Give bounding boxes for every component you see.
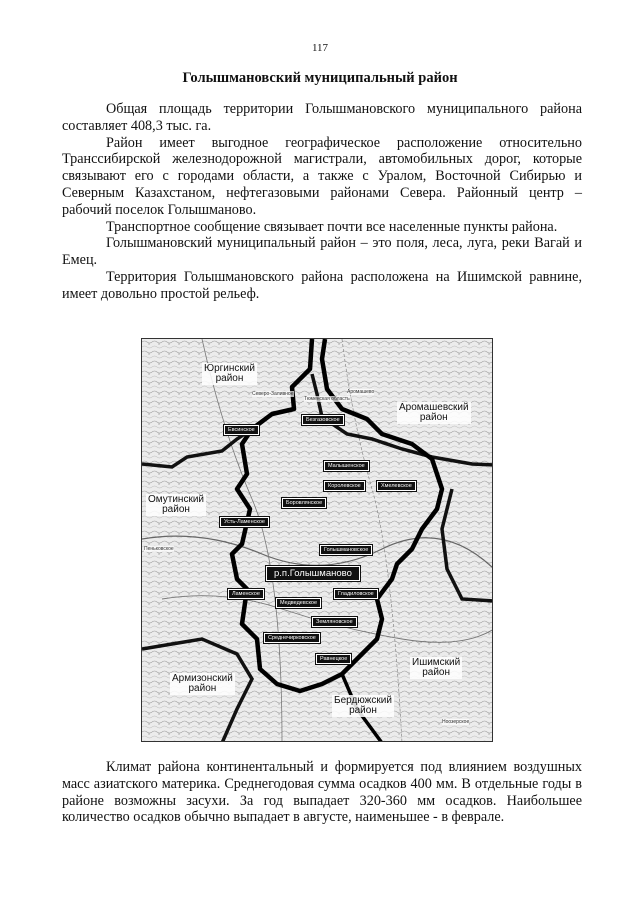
settlement-label: Земляновское bbox=[312, 617, 357, 627]
settlement-label: Безгазовское bbox=[302, 415, 344, 425]
settlement-label: Королевское bbox=[324, 481, 365, 491]
settlement-label: Среднечирковское bbox=[264, 633, 320, 643]
paragraph: Территория Голышмановского района расположена на Ишимской равнине, имеет довольно простой рельеф. bbox=[62, 268, 582, 302]
settlement-label: Ламенское bbox=[228, 589, 264, 599]
map-small-label: Аромашево bbox=[347, 389, 375, 395]
region-label-yurginsky: Юргинский район bbox=[204, 363, 255, 384]
district-map bbox=[141, 338, 493, 742]
settlement-label: Равнецкое bbox=[316, 654, 351, 664]
region-label-omutinsky: Омутинский район bbox=[148, 494, 205, 515]
intro-text bbox=[62, 101, 582, 303]
settlement-label: Малышенское bbox=[324, 461, 369, 471]
page-number: 117 bbox=[311, 42, 329, 54]
paragraph: Общая площадь территории Голышмановского муниципального района составляет 408,3 тыс. га. bbox=[62, 101, 582, 134]
paragraph: Климат района континентальный и формируется под влиянием воздушных масс азиатского материка. Среднегодовая сумма осадков 400 мм. В отдельные годы в районе возможны засухи. За год выпадает 320-360 мм осадков. Наибольшее количество осадков обычно выпадает в августе, наименьшее - в феврале. bbox=[62, 759, 582, 826]
map-small-label: Северо-Заливное bbox=[252, 391, 294, 397]
settlement-label: Голышмановское bbox=[320, 545, 372, 555]
paragraph: Транспортное сообщение связывает почти все населенные пункты района. bbox=[106, 218, 558, 235]
settlement-label: Гладиловское bbox=[334, 589, 378, 599]
region-label-aromashevsky: Аромашевский район bbox=[399, 402, 469, 423]
map-small-label: Пеньковское bbox=[144, 546, 174, 552]
settlement-label: Боровлянское bbox=[282, 498, 326, 508]
settlement-label: Медведевское bbox=[276, 598, 321, 608]
map-small-label: Тюменская область bbox=[304, 396, 350, 402]
paragraph: Район имеет выгодное географическое расположение относительно Транссибирской железнодорожной магистрали, автомобильных дорог, которые связывают его с городами области, а также с Уралом, Восточной Сибирью и Северным Казахстаном, нефтегазовыми районами Севера. Районный центр – рабочий поселок Голышманово. bbox=[62, 134, 582, 218]
settlement-label: Хмелевское bbox=[377, 481, 416, 491]
climate-text bbox=[62, 759, 582, 826]
region-label-berdyuzhsky: Бердюжский район bbox=[334, 695, 392, 716]
region-label-armizonsky: Армизонский район bbox=[172, 673, 233, 694]
document-title: Голышмановский муниципальный район bbox=[182, 70, 458, 86]
settlement-label: Евсинское bbox=[224, 425, 259, 435]
paragraph: Голышмановский муниципальный район – это поля, леса, луга, реки Вагай и Емец. bbox=[62, 235, 582, 269]
region-label-ishimsky: Ишимский район bbox=[412, 657, 461, 678]
settlement-label: Усть-Ламенское bbox=[220, 517, 269, 527]
map-small-label: Ноозерское bbox=[442, 719, 470, 725]
district-center-label: р.п.Голышманово bbox=[266, 566, 360, 581]
